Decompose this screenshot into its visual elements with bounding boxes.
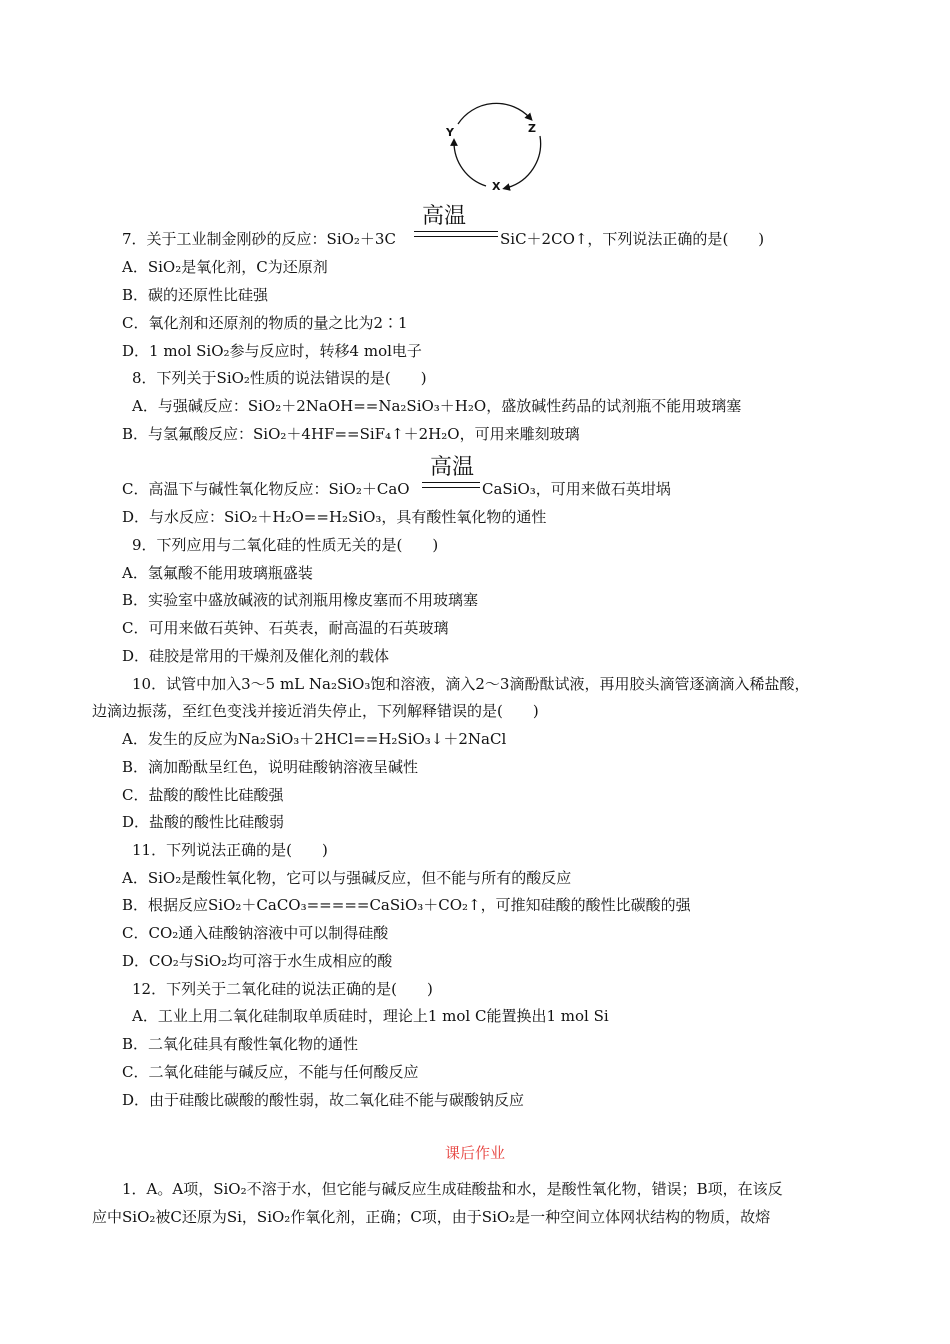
- q11-option-c: C．CO₂通入硅酸钠溶液中可以制得硅酸: [122, 924, 389, 942]
- q11-option-b: B．根据反应SiO₂＋CaCO₃=====CaSiO₃＋CO₂↑，可推知硅酸的酸性比碳酸的强: [122, 896, 691, 914]
- question-11-stem: 11．下列说法正确的是( ): [132, 841, 328, 859]
- q12-option-a: A．工业上用二氧化硅制取单质硅时，理论上1 mol C能置换出1 mol Si: [132, 1007, 609, 1025]
- q10-option-c: C．盐酸的酸性比硅酸强: [122, 786, 284, 804]
- q7-option-a: A．SiO₂是氧化剂，C为还原剂: [122, 258, 328, 276]
- reaction-condition: 高温: [422, 204, 467, 229]
- q9-option-c: C．可用来做石英钟、石英表，耐高温的石英玻璃: [122, 619, 449, 637]
- question-7-stem-a: 7．关于工业制金刚砂的反应：SiO₂＋3C: [122, 230, 396, 248]
- question-10-stem-2: 边滴边振荡，至红色变浅并接近消失停止，下列解释错误的是( ): [92, 702, 539, 720]
- q9-option-a: A．氢氟酸不能用玻璃瓶盛装: [122, 564, 313, 582]
- q8-option-d: D．与水反应：SiO₂＋H₂O==H₂SiO₃，具有酸性氧化物的通性: [122, 508, 547, 526]
- q8-option-c-b: CaSiO₃，可用来做石英坩埚: [482, 480, 671, 498]
- question-8-stem: 8．下列关于SiO₂性质的说法错误的是( ): [132, 369, 427, 387]
- q11-option-a: A．SiO₂是酸性氧化物，它可以与强碱反应，但不能与所有的酸反应: [122, 869, 572, 887]
- q7-option-d: D．1 mol SiO₂参与反应时，转移4 mol电子: [122, 342, 422, 360]
- q7-option-c: C．氧化剂和还原剂的物质的量之比为2∶1: [122, 314, 408, 332]
- q11-option-d: D．CO₂与SiO₂均可溶于水生成相应的酸: [122, 952, 393, 970]
- question-10-stem-1: 10．试管中加入3～5 mL Na₂SiO₃饱和溶液，滴入2～3滴酚酞试液，再用胶头滴管逐滴滴入稀盐酸，: [132, 675, 810, 693]
- homework-title: 课后作业: [444, 1144, 505, 1162]
- q9-option-d: D．硅胶是常用的干燥剂及催化剂的载体: [122, 647, 390, 665]
- homework-answer-line-1: 1．A。A项，SiO₂不溶于水，但它能与碱反应生成硅酸盐和水，是酸性氧化物，错误；B项，在该反: [122, 1180, 783, 1198]
- homework-answer-line-2: 应中SiO₂被C还原为Si，SiO₂作氧化剂，正确；C项，由于SiO₂是一种空间立体网状结构的物质，故熔: [92, 1208, 771, 1226]
- q10-option-a: A．发生的反应为Na₂SiO₃＋2HCl==H₂SiO₃↓＋2NaCl: [122, 730, 507, 748]
- question-7-stem-b: SiC＋2CO↑，下列说法正确的是( ): [500, 230, 765, 248]
- node-z: Z: [528, 122, 536, 135]
- arc-x-to-y: [454, 142, 486, 186]
- question-7-stem: [0, 228, 950, 250]
- q7-option-b: B．碳的还原性比硅强: [122, 286, 269, 304]
- question-12-stem: 12．下列关于二氧化硅的说法正确的是( ): [132, 980, 433, 998]
- cycle-diagram: [440, 96, 560, 196]
- q9-option-b: B．实验室中盛放碱液的试剂瓶用橡皮塞而不用玻璃塞: [122, 591, 479, 609]
- reaction-condition: 高温: [430, 455, 475, 480]
- q10-option-b: B．滴加酚酞呈红色，说明硅酸钠溶液呈碱性: [122, 758, 419, 776]
- q12-option-d: D．由于硅酸比碳酸的酸性弱，故二氧化硅不能与碳酸钠反应: [122, 1091, 525, 1109]
- q8-option-b: B．与氢氟酸反应：SiO₂＋4HF==SiF₄↑＋2H₂O，可用来雕刻玻璃: [122, 425, 580, 443]
- q10-option-d: D．盐酸的酸性比硅酸弱: [122, 813, 285, 831]
- arc-y-to-z: [458, 103, 530, 124]
- arc-z-to-x: [506, 136, 541, 188]
- q8-option-a: A．与强碱反应：SiO₂＋2NaOH==Na₂SiO₃＋H₂O，盛放碱性药品的试剂瓶不能用玻璃塞: [132, 397, 742, 415]
- node-y: Y: [446, 126, 454, 139]
- question-9-stem: 9．下列应用与二氧化硅的性质无关的是( ): [132, 536, 439, 554]
- node-x: X: [492, 180, 501, 193]
- q8-option-c-a: C．高温下与碱性氧化物反应：SiO₂＋CaO: [122, 480, 410, 498]
- q8-option-c: [0, 478, 950, 500]
- q12-option-c: C．二氧化硅能与碱反应，不能与任何酸反应: [122, 1063, 419, 1081]
- q12-option-b: B．二氧化硅具有酸性氧化物的通性: [122, 1035, 359, 1053]
